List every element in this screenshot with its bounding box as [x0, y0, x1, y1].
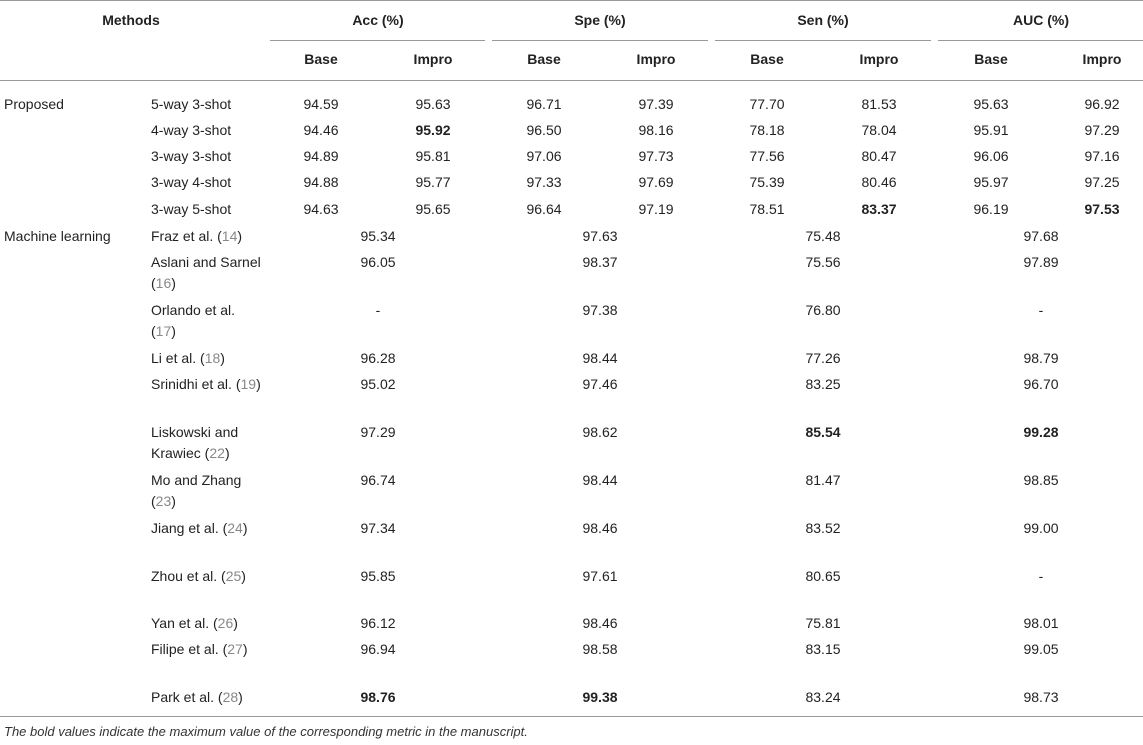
- table-cell: -: [1038, 302, 1044, 318]
- method-name: [151, 252, 261, 294]
- table-cell: 97.29: [1084, 122, 1120, 138]
- table-cell: 96.19: [973, 201, 1009, 217]
- header-rule: [0, 80, 1143, 81]
- table-cell: 98.62: [582, 424, 618, 440]
- table-cell: 96.05: [360, 254, 396, 270]
- method-name: [151, 566, 261, 587]
- sub-header-impro: Impro: [413, 51, 453, 67]
- table-cell: -: [375, 302, 381, 318]
- table-cell: 96.70: [1023, 376, 1059, 392]
- table-cell: 98.73: [1023, 689, 1059, 705]
- table-cell: 98.16: [638, 122, 674, 138]
- auc-group-rule: [938, 40, 1143, 41]
- top-rule: [0, 0, 1143, 1]
- table-cell: 98.58: [582, 641, 618, 657]
- table-cell: 97.61: [582, 568, 618, 584]
- bottom-rule: [0, 716, 1143, 717]
- table-cell: 75.39: [749, 174, 785, 190]
- table-cell: 98.46: [582, 520, 618, 536]
- table-cell: 95.02: [360, 376, 396, 392]
- method-name-close: ): [171, 493, 176, 509]
- table-cell: 97.29: [360, 424, 396, 440]
- sub-header-base: Base: [974, 51, 1008, 67]
- row-label: 5-way 3-shot: [151, 96, 232, 112]
- table-cell: 94.88: [303, 174, 339, 190]
- reference-link[interactable]: 19: [240, 376, 257, 392]
- table-cell: 95.85: [360, 568, 396, 584]
- table-cell: 97.38: [582, 302, 618, 318]
- table-cell: 95.63: [415, 96, 451, 112]
- spe-group-rule: [492, 40, 708, 41]
- sub-header-base: Base: [304, 51, 338, 67]
- reference-link[interactable]: 16: [155, 275, 172, 291]
- method-name: [151, 613, 261, 634]
- table-cell: 94.89: [303, 148, 339, 164]
- table-cell: 95.34: [360, 228, 396, 244]
- table-cell: 97.16: [1084, 148, 1120, 164]
- method-name-close: ): [171, 323, 176, 339]
- method-name-close: ): [242, 520, 248, 536]
- method-name: [151, 687, 261, 708]
- method-name: [151, 639, 261, 660]
- table-cell: 95.65: [415, 201, 451, 217]
- table-cell: 83.15: [805, 641, 841, 657]
- table-cell: 77.70: [749, 96, 785, 112]
- row-label: 3-way 5-shot: [151, 201, 232, 217]
- table-cell: 97.89: [1023, 254, 1059, 270]
- table-cell: 96.74: [360, 472, 396, 488]
- table-cell: 95.91: [973, 122, 1009, 138]
- table-cell: 80.46: [861, 174, 897, 190]
- table-cell: 97.46: [582, 376, 618, 392]
- table-cell: 98.37: [582, 254, 618, 270]
- table-cell: 75.81: [805, 615, 841, 631]
- table-cell: 98.46: [582, 615, 618, 631]
- table-cell: 98.79: [1023, 350, 1059, 366]
- table-cell: 97.06: [526, 148, 562, 164]
- reference-link[interactable]: 18: [204, 350, 221, 366]
- table-cell: 99.28: [1023, 424, 1059, 440]
- method-name-close: ): [220, 350, 225, 366]
- method-name-text: Filipe et al. (: [151, 641, 228, 657]
- table-cell: 97.25: [1084, 174, 1120, 190]
- table-cell: 97.73: [638, 148, 674, 164]
- sub-header-base: Base: [750, 51, 784, 67]
- sub-header-impro: Impro: [859, 51, 899, 67]
- reference-link[interactable]: 17: [155, 323, 172, 339]
- sub-header-impro: Impro: [1082, 51, 1122, 67]
- table-cell: 95.77: [415, 174, 451, 190]
- table-cell: 94.59: [303, 96, 339, 112]
- table-cell: 98.01: [1023, 615, 1059, 631]
- table-cell: 97.34: [360, 520, 396, 536]
- method-name: [151, 518, 261, 539]
- table-cell: 96.50: [526, 122, 562, 138]
- sub-header-impro: Impro: [636, 51, 676, 67]
- table-cell: 96.71: [526, 96, 562, 112]
- auc-header: AUC (%): [1013, 12, 1069, 28]
- method-name-text: Liskowski and Krawiec (: [151, 424, 239, 461]
- table-cell: 94.63: [303, 201, 339, 217]
- row-label: 3-way 3-shot: [151, 148, 232, 164]
- method-name: [151, 348, 261, 369]
- table-cell: 99.00: [1023, 520, 1059, 536]
- methods-header: Methods: [102, 12, 160, 28]
- method-name-text: Park et al. (: [151, 689, 223, 705]
- table-cell: -: [1038, 568, 1044, 584]
- method-name-close: ): [171, 275, 176, 291]
- spe-header: Spe (%): [574, 12, 626, 28]
- reference-link[interactable]: 24: [227, 520, 243, 536]
- table-cell: 83.52: [805, 520, 841, 536]
- table-cell: 98.76: [360, 689, 396, 705]
- method-name-text: Zhou et al. (: [151, 568, 226, 584]
- table-cell: 78.18: [749, 122, 785, 138]
- reference-link[interactable]: 22: [209, 445, 225, 461]
- table-cell: 76.80: [805, 302, 841, 318]
- method-name: [151, 300, 261, 342]
- table-cell: 95.97: [973, 174, 1009, 190]
- table-cell: 96.94: [360, 641, 396, 657]
- table-cell: 98.44: [582, 350, 618, 366]
- row-label: 3-way 4-shot: [151, 174, 232, 190]
- method-name-close: ): [233, 615, 238, 631]
- acc-group-rule: [270, 40, 485, 41]
- sen-group-rule: [715, 40, 931, 41]
- table-cell: 99.38: [582, 689, 618, 705]
- table-cell: 95.81: [415, 148, 451, 164]
- table-cell: 96.12: [360, 615, 396, 631]
- method-name-text: Fraz et al. (: [151, 228, 222, 244]
- table-cell: 95.63: [973, 96, 1009, 112]
- reference-link[interactable]: 14: [221, 228, 238, 244]
- table-cell: 94.46: [303, 122, 339, 138]
- table-cell: 75.48: [805, 228, 841, 244]
- table-cell: 97.19: [638, 201, 674, 217]
- method-name-text: Yan et al. (: [151, 615, 218, 631]
- method-name-close: ): [242, 641, 248, 657]
- table-cell: 83.25: [805, 376, 841, 392]
- table-cell: 97.68: [1023, 228, 1059, 244]
- method-name-text: Jiang et al. (: [151, 520, 228, 536]
- table-cell: 83.37: [861, 201, 897, 217]
- table-cell: 78.04: [861, 122, 897, 138]
- table-cell: 77.56: [749, 148, 785, 164]
- table-cell: 81.53: [861, 96, 897, 112]
- method-name-text: Aslani and Sarnel (: [151, 254, 261, 291]
- sen-header: Sen (%): [797, 12, 849, 28]
- table-footnote: The bold values indicate the maximum value of the corresponding metric in the manuscript.: [4, 724, 528, 739]
- table-cell: 96.28: [360, 350, 396, 366]
- group-label-proposed: Proposed: [4, 96, 64, 112]
- method-name-text: Li et al. (: [151, 350, 205, 366]
- table-cell: 97.53: [1084, 201, 1120, 217]
- table-cell: 81.47: [805, 472, 841, 488]
- table-cell: 98.44: [582, 472, 618, 488]
- reference-link[interactable]: 23: [155, 493, 172, 509]
- reference-link[interactable]: 27: [227, 641, 243, 657]
- method-name-close: ): [238, 689, 243, 705]
- table-cell: 83.24: [805, 689, 841, 705]
- reference-link[interactable]: 26: [217, 615, 234, 631]
- method-name: [151, 422, 261, 464]
- acc-header: Acc (%): [352, 12, 404, 28]
- group-label-machine-learning: Machine learning: [4, 228, 111, 244]
- method-name-text: Orlando et al. (: [151, 302, 236, 339]
- table-cell: 97.69: [638, 174, 674, 190]
- table-cell: 97.33: [526, 174, 562, 190]
- table-cell: 95.92: [415, 122, 451, 138]
- table-cell: 97.39: [638, 96, 674, 112]
- table-cell: 96.92: [1084, 96, 1120, 112]
- table-cell: 96.64: [526, 201, 562, 217]
- method-name-close: ): [237, 228, 243, 244]
- method-name-close: ): [256, 376, 261, 392]
- table-cell: 77.26: [805, 350, 841, 366]
- reference-link[interactable]: 28: [222, 689, 239, 705]
- method-name-close: ): [224, 445, 230, 461]
- table-cell: 80.65: [805, 568, 841, 584]
- table-cell: 78.51: [749, 201, 785, 217]
- method-name-text: Srinidhi et al. (: [151, 376, 241, 392]
- sub-header-base: Base: [527, 51, 561, 67]
- table-cell: 85.54: [805, 424, 841, 440]
- method-name-close: ): [241, 568, 246, 584]
- method-name: [151, 374, 261, 395]
- method-name: [151, 470, 261, 512]
- table-cell: 96.06: [973, 148, 1009, 164]
- table-cell: 99.05: [1023, 641, 1059, 657]
- reference-link[interactable]: 25: [225, 568, 242, 584]
- table-cell: 80.47: [861, 148, 897, 164]
- table-cell: 98.85: [1023, 472, 1059, 488]
- table-cell: 97.63: [582, 228, 618, 244]
- method-name: [151, 226, 261, 247]
- table-cell: 75.56: [805, 254, 841, 270]
- row-label: 4-way 3-shot: [151, 122, 232, 138]
- method-name-text: Mo and Zhang (: [151, 472, 242, 509]
